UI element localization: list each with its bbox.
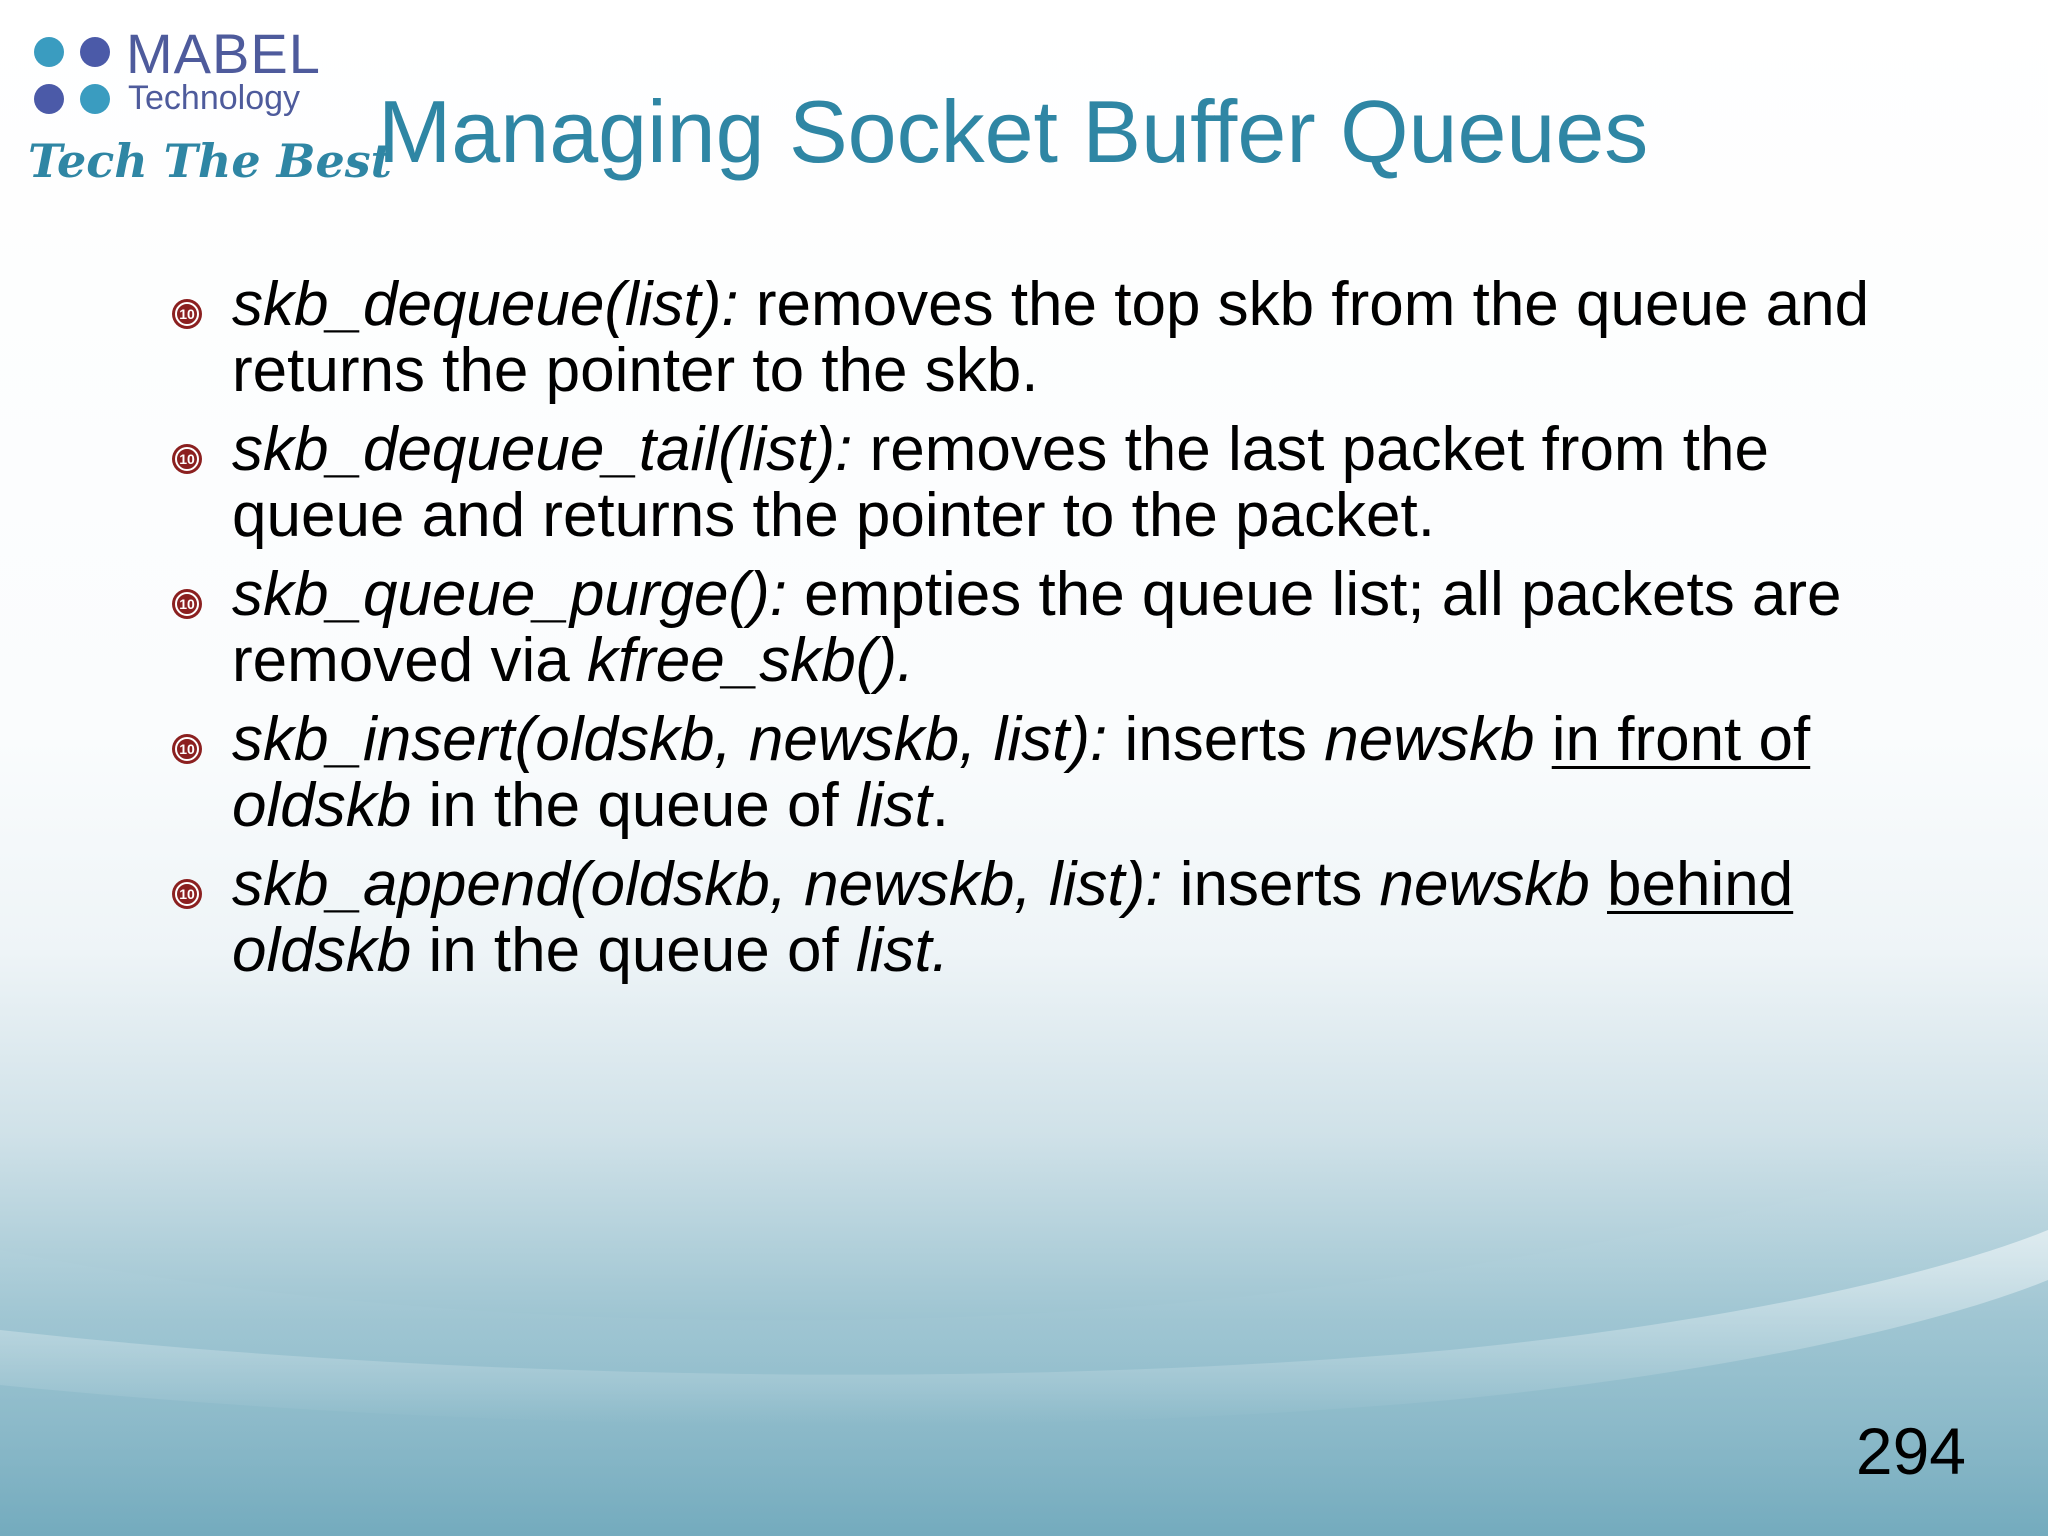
function-name: skb_append(oldskb, newskb, list): — [232, 850, 1163, 919]
list-item — [170, 852, 1870, 984]
function-name: skb_dequeue_tail(list): — [232, 415, 853, 484]
function-description: removes the last packet from the queue and returns the pointer to the packet. — [232, 415, 1769, 550]
parameter-name: list — [855, 771, 932, 840]
parameter-name: newskb — [1379, 850, 1590, 919]
emphasis-text: behind — [1607, 850, 1794, 919]
logo-dot-icon — [34, 84, 64, 114]
parameter-name: list. — [855, 916, 949, 985]
logo-subtitle: Technology — [128, 79, 301, 117]
list-item — [170, 272, 1870, 404]
logo-tagline: Tech The Best — [28, 134, 392, 188]
bullet-marker-icon: 10 — [172, 444, 202, 474]
emphasis-text: in front of — [1551, 705, 1811, 774]
logo-brand: MABEL — [126, 22, 321, 85]
text-fragment: in the queue of — [411, 771, 856, 840]
text-fragment: . — [931, 771, 949, 840]
function-name: skb_dequeue(list): — [232, 270, 739, 339]
text-fragment — [1590, 850, 1607, 919]
parameter-name: oldskb — [232, 771, 412, 840]
parameter-name: oldskb — [232, 916, 412, 985]
text-fragment: in the queue of — [411, 916, 856, 985]
slide-title: Managing Socket Buffer Queues — [378, 82, 1649, 181]
function-name: skb_queue_purge(): — [232, 560, 787, 629]
function-description: removes the top skb from the queue and returns the pointer to the skb. — [232, 270, 1870, 405]
function-name: skb_insert(oldskb, newskb, list): — [232, 705, 1108, 774]
function-description: empties the queue list; all packets are removed via — [232, 560, 1842, 695]
logo-dot-icon — [34, 37, 64, 67]
logo-dot-icon — [80, 84, 110, 114]
parameter-name: newskb — [1324, 705, 1535, 774]
bullet-marker-icon: 10 — [172, 589, 202, 619]
text-fragment: inserts — [1162, 850, 1380, 919]
function-reference: kfree_skb(). — [586, 626, 915, 695]
logo-dot-icon — [80, 37, 110, 67]
list-item — [170, 562, 1870, 694]
page-number: 294 — [1855, 1414, 1966, 1488]
text-fragment — [1535, 705, 1552, 774]
bullet-list — [170, 272, 1870, 997]
text-fragment: inserts — [1107, 705, 1325, 774]
bullet-marker-icon: 10 — [172, 299, 202, 329]
bullet-marker-icon: 10 — [172, 734, 202, 764]
bullet-marker-icon: 10 — [172, 879, 202, 909]
company-logo — [28, 22, 392, 208]
list-item — [170, 417, 1870, 549]
list-item — [170, 707, 1870, 839]
